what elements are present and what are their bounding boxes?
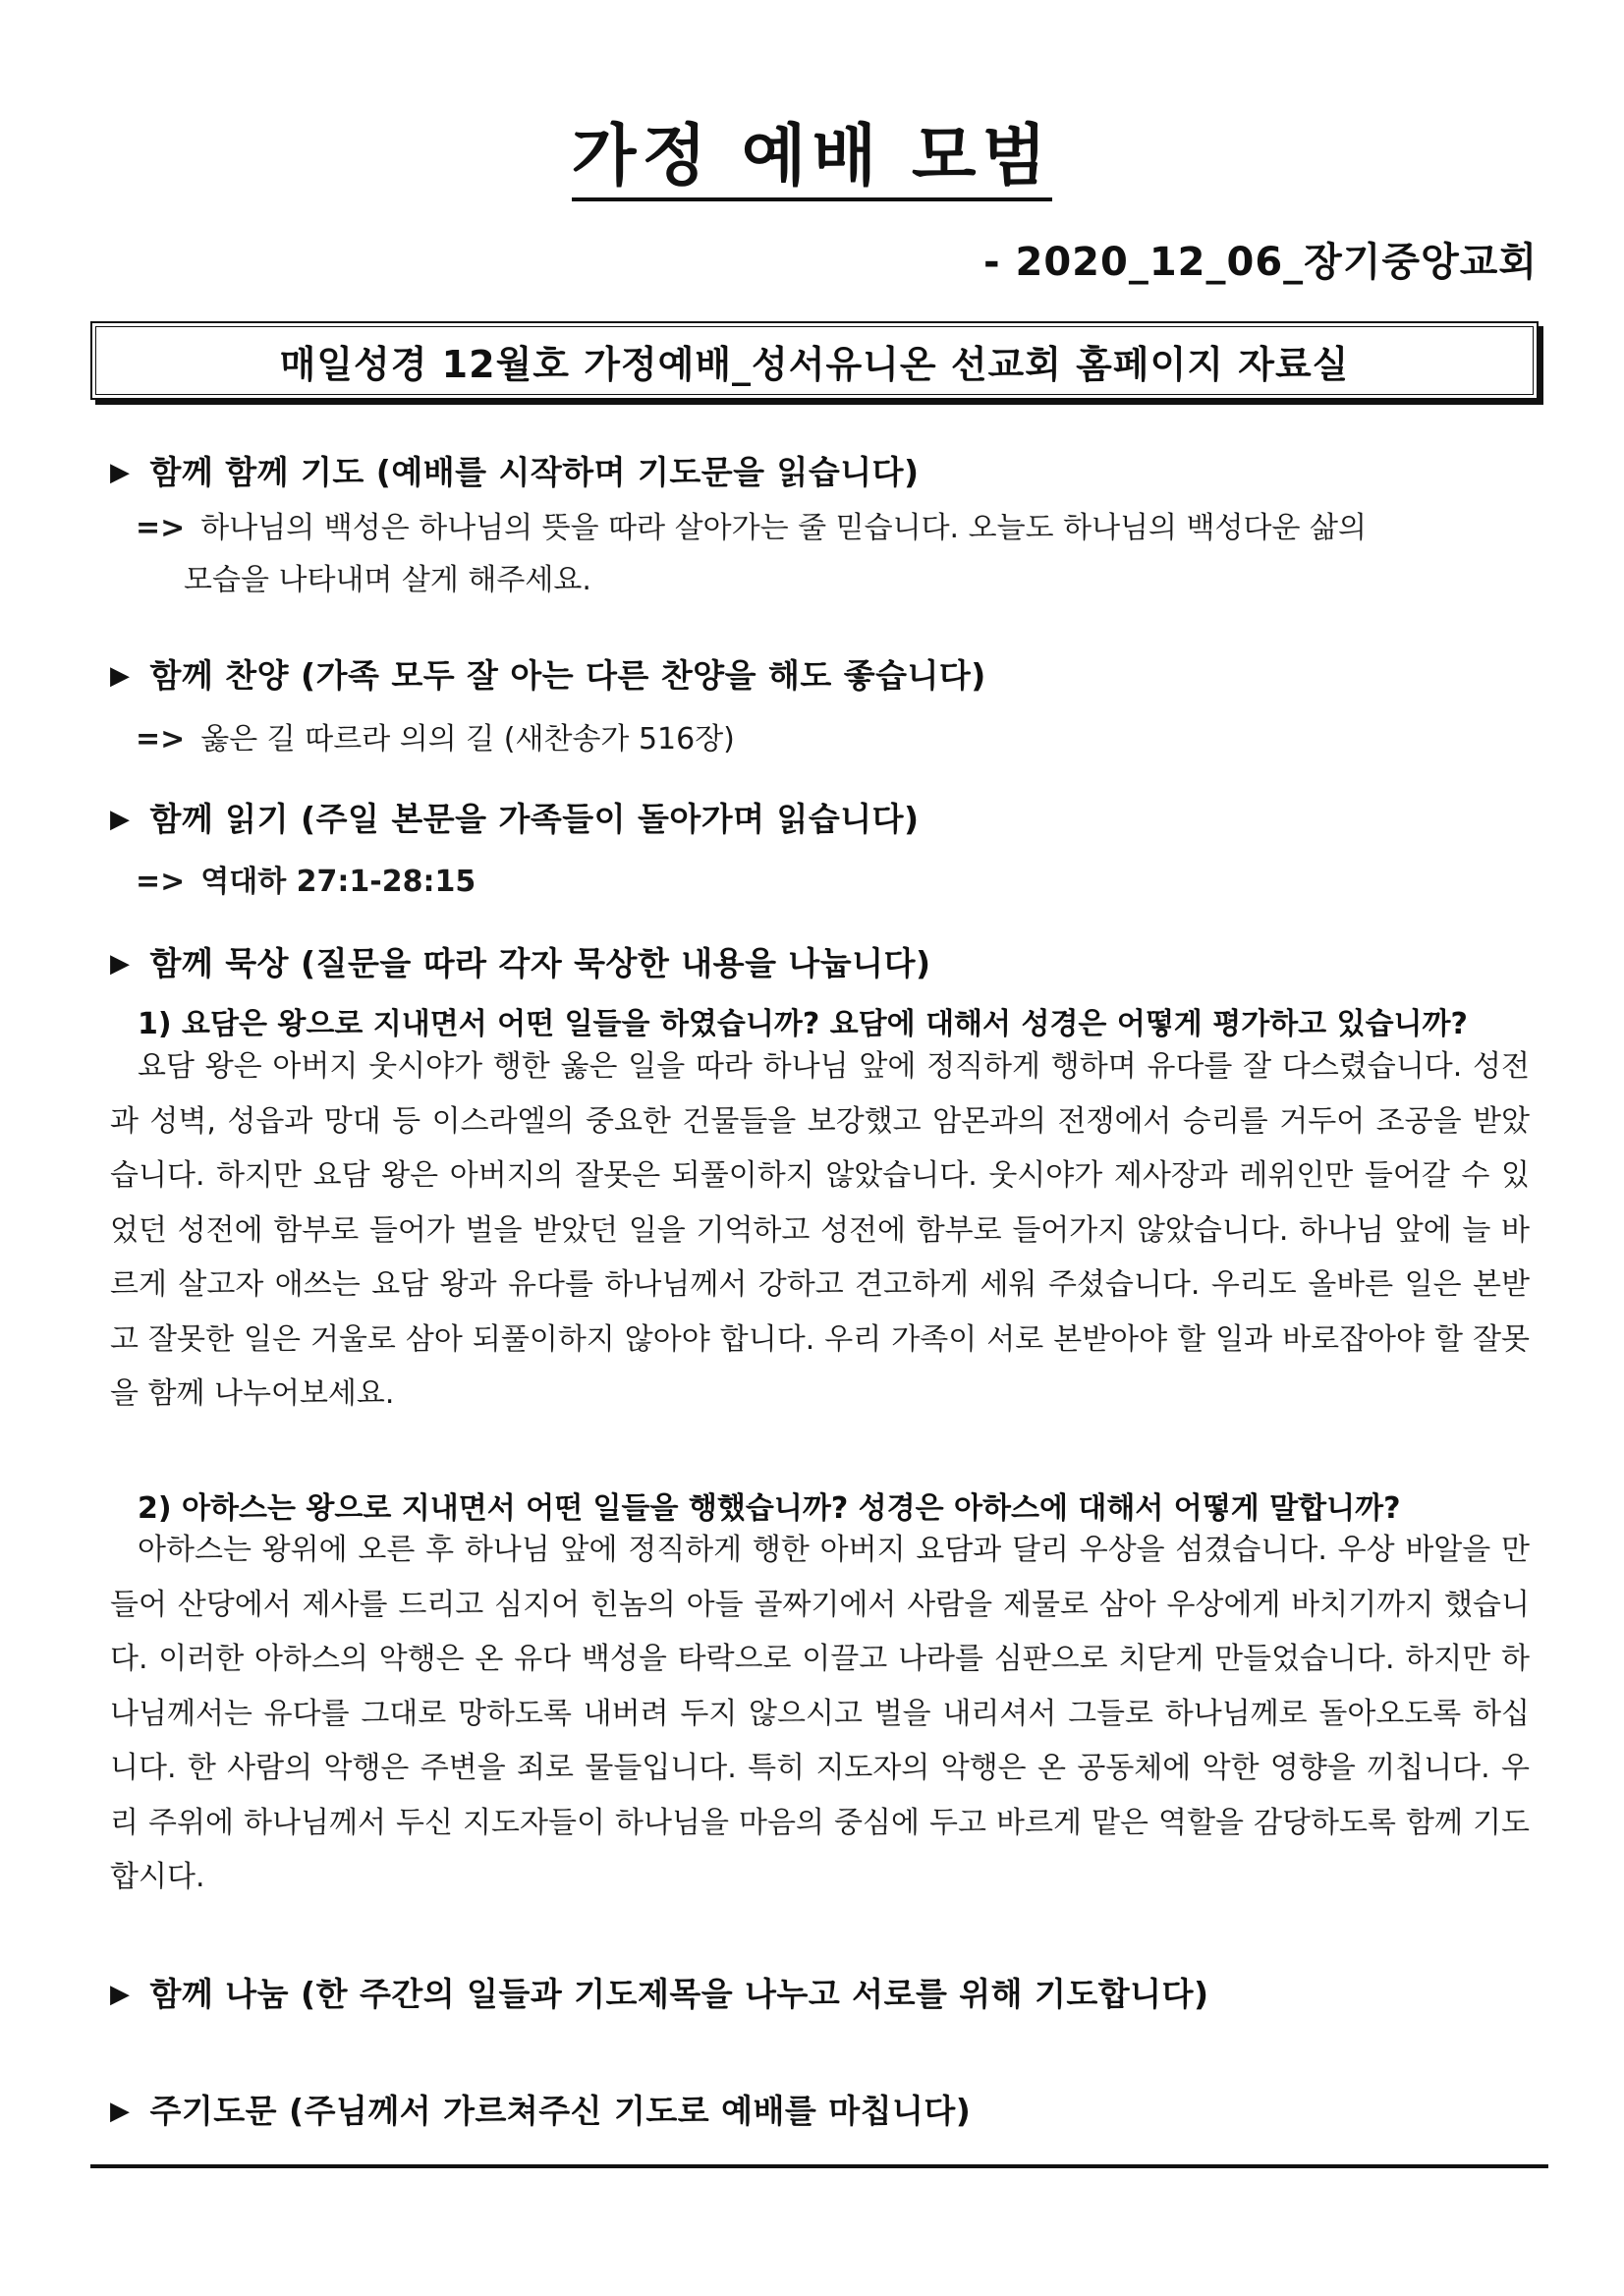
prayer-line-1 (136, 503, 1367, 546)
meditation-answer-2: 아하스는 왕위에 오른 후 하나님 앞에 정직하게 행한 아버지 요담과 달리 우상을 섬겼습니다. 우상 바알을 만들어 산당에서 제사를 드리고 심지어 힌놈의 아들 골짜기에서 사람을 제물로 삼아 우상에게 바치기까지 했습니다. 이러한 아하스의 악행은 온 유다 백성을 타락으로 이끌고 나라를 심판으로 치닫게 만들었습니다. 하지만 하나님께서는 유다를 그대로 망하도록 내버려 두지 않으시고 벌을 내리셔서 그들로 하나님께로 돌아오도록 하십니다. 한 사람의 악행은 주변을 죄로 물들입니다. 특히 지도자의 악행은 온 공동체에 악한 영향을 끼칩니다. 우리 주위에 하나님께서 두신 지도자들이 하나님을 마음의 중심에 두고 바르게 맡은 역할을 감당하도록 함께 기도합시다. (110, 1533, 1530, 1894)
arrow-icon: => (136, 511, 186, 545)
reading-line-1-text: 역대하 27:1-28:15 (200, 865, 476, 899)
praise-line-1 (136, 714, 735, 757)
source-banner (90, 321, 1539, 400)
section-heading-lords-prayer-text: 주기도문 (주님께서 가르쳐주신 기도로 예배를 마칩니다) (149, 2092, 972, 2130)
section-heading-sharing (110, 1969, 1209, 2015)
section-heading-reading-text: 함께 읽기 (주일 본문을 가족들이 돌아가며 읽습니다) (149, 800, 920, 838)
section-heading-prayer-text: 함께 함께 기도 (예배를 시작하며 기도문을 읽습니다) (149, 453, 920, 491)
prayer-line-1-text: 하나님의 백성은 하나님의 뜻을 따라 살아가는 줄 믿습니다. 오늘도 하나님의 백성다운 삶의 (200, 511, 1367, 545)
bullet-triangle-icon: ▶ (110, 2097, 131, 2126)
page-title (0, 103, 1624, 198)
meditation-question-1: 1) 요담은 왕으로 지내면서 어떤 일들을 하였습니까? 요담에 대해서 성경은 어떻게 평가하고 있습니까? (138, 1007, 1468, 1041)
section-heading-praise (110, 650, 986, 697)
source-banner-text: 매일성경 12월호 가정예배_성서유니온 선교회 홈페이지 자료실 (279, 342, 1350, 386)
bullet-triangle-icon: ▶ (110, 1980, 131, 2009)
arrow-icon: => (136, 865, 186, 899)
page-title-text: 가정 예배 모범 (572, 118, 1052, 201)
section-heading-reading (110, 794, 920, 840)
section-heading-lords-prayer (110, 2086, 971, 2132)
section-heading-sharing-text: 함께 나눔 (한 주간의 일들과 기도제목을 나누고 서로를 위해 기도합니다) (149, 1975, 1209, 2013)
praise-line-1-text: 옳은 길 따르라 의의 길 (새찬송가 516장) (200, 722, 735, 756)
bullet-triangle-icon: ▶ (110, 805, 131, 834)
section-heading-prayer (110, 447, 920, 493)
bullet-triangle-icon: ▶ (110, 458, 131, 487)
reading-line-1 (136, 857, 476, 900)
section-heading-meditation (110, 938, 931, 984)
section-heading-meditation-text: 함께 묵상 (질문을 따라 각자 묵상한 내용을 나눕니다) (149, 944, 931, 982)
bottom-divider (90, 2164, 1548, 2168)
meditation-question-2: 2) 아하스는 왕으로 지내면서 어떤 일들을 행했습니까? 성경은 아하스에 대해서 어떻게 말합니까? (138, 1491, 1401, 1526)
bullet-triangle-icon: ▶ (110, 661, 131, 691)
meditation-answer-1: 요담 왕은 아버지 웃시야가 행한 옳은 일을 따라 하나님 앞에 정직하게 행하며 유다를 잘 다스렸습니다. 성전과 성벽, 성읍과 망대 등 이스라엘의 중요한 건물들을 보강했고 암몬과의 전쟁에서 승리를 거두어 조공을 받았습니다. 하지만 요담 왕은 아버지의 잘못은 되풀이하지 않았습니다. 웃시야가 제사장과 레위인만 들어갈 수 있었던 성전에 함부로 들어가 벌을 받았던 일을 기억하고 성전에 함부로 들어가지 않았습니다. 하나님 앞에 늘 바르게 살고자 애쓰는 요담 왕과 유다를 하나님께서 강하고 견고하게 세워 주셨습니다. 우리도 올바른 일은 본받고 잘못한 일은 거울로 삼아 되풀이하지 않아야 합니다. 우리 가족이 서로 본받아야 할 일과 바로잡아야 할 잘못을 함께 나누어보세요. (110, 1049, 1530, 1411)
prayer-line-2: 모습을 나타내며 살게 해주세요. (184, 563, 591, 597)
section-heading-praise-text: 함께 찬양 (가족 모두 잘 아는 다른 찬양을 해도 좋습니다) (149, 656, 986, 695)
arrow-icon: => (136, 722, 186, 756)
date-church-subtitle: - 2020_12_06_장기중앙교회 (982, 240, 1538, 285)
bullet-triangle-icon: ▶ (110, 949, 131, 979)
